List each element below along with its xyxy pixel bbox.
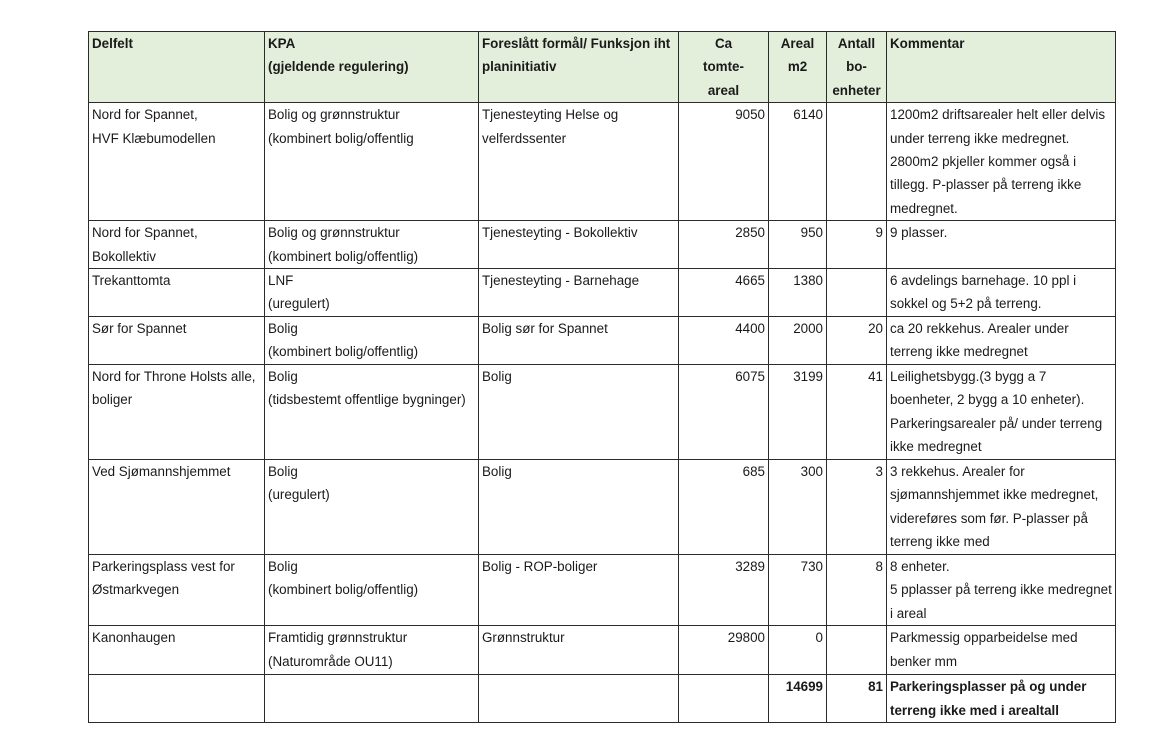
cell-enheter xyxy=(827,269,887,317)
total-kommentar: Parkeringsplasser på og under terreng ikke med i arealtall xyxy=(887,675,1116,723)
table-row xyxy=(89,626,1116,675)
cell-delfelt: Parkeringsplass vest for Østmarkvegen xyxy=(89,554,265,625)
cell-tomteareal: 9050 xyxy=(679,103,769,221)
total-areal: 14699 xyxy=(769,675,827,723)
header-delfelt: Delfelt xyxy=(89,32,265,103)
cell-tomteareal: 3289 xyxy=(679,554,769,625)
cell-enheter: 20 xyxy=(827,316,887,364)
area-table xyxy=(88,31,1116,723)
header-row xyxy=(89,32,1116,103)
table-row xyxy=(89,554,1116,625)
header-enheter: Antall bo- enheter xyxy=(827,32,887,103)
header-areal: Areal m2 xyxy=(769,32,827,103)
cell-areal: 730 xyxy=(769,554,827,625)
cell-formal: Tjenesteyting Helse og velferdssenter xyxy=(479,103,679,221)
cell-kpa: Bolig og grønnstruktur (kombinert bolig/offentlig xyxy=(265,103,479,221)
cell-kpa: LNF (uregulert) xyxy=(265,269,479,317)
cell-formal: Tjenesteyting - Barnehage xyxy=(479,269,679,317)
cell-delfelt: Ved Sjømannshjemmet xyxy=(89,459,265,554)
cell-enheter: 9 xyxy=(827,221,887,269)
cell-formal: Bolig - ROP-boliger xyxy=(479,554,679,625)
cell-formal: Bolig xyxy=(479,364,679,459)
header-kommentar: Kommentar xyxy=(887,32,1116,103)
cell-kommentar: 3 rekkehus. Arealer for sjømannshjemmet ikke medregnet, videreføres som før. P-plasser på terreng ikke med xyxy=(887,459,1116,554)
cell-areal: 1380 xyxy=(769,269,827,317)
cell-areal: 2000 xyxy=(769,316,827,364)
cell-formal: Grønnstruktur xyxy=(479,626,679,675)
cell-formal: Bolig xyxy=(479,459,679,554)
cell-kpa: Framtidig grønnstruktur (Naturområde OU11) xyxy=(265,626,479,675)
cell-kommentar: 9 plasser. xyxy=(887,221,1116,269)
total-enheter: 81 xyxy=(827,675,887,723)
empty-cell xyxy=(479,675,679,723)
cell-tomteareal: 685 xyxy=(679,459,769,554)
empty-cell xyxy=(265,675,479,723)
cell-kpa: Bolig og grønnstruktur (kombinert bolig/offentlig) xyxy=(265,221,479,269)
cell-delfelt: Nord for Spannet, Bokollektiv xyxy=(89,221,265,269)
empty-cell xyxy=(679,675,769,723)
cell-enheter: 3 xyxy=(827,459,887,554)
cell-delfelt: Trekanttomta xyxy=(89,269,265,317)
cell-kpa: Bolig (kombinert bolig/offentlig) xyxy=(265,316,479,364)
cell-tomteareal: 2850 xyxy=(679,221,769,269)
cell-areal: 3199 xyxy=(769,364,827,459)
table-row xyxy=(89,459,1116,554)
cell-areal: 950 xyxy=(769,221,827,269)
cell-delfelt: Nord for Spannet, HVF Klæbumodellen xyxy=(89,103,265,221)
empty-cell xyxy=(89,675,265,723)
cell-enheter xyxy=(827,626,887,675)
cell-kpa: Bolig (uregulert) xyxy=(265,459,479,554)
cell-areal: 300 xyxy=(769,459,827,554)
header-formal: Foreslått formål/ Funksjon iht planinitiativ xyxy=(479,32,679,103)
cell-delfelt: Nord for Throne Holsts alle, boliger xyxy=(89,364,265,459)
cell-kommentar: ca 20 rekkehus. Arealer under terreng ikke medregnet xyxy=(887,316,1116,364)
table-row xyxy=(89,364,1116,459)
cell-enheter xyxy=(827,103,887,221)
cell-areal: 6140 xyxy=(769,103,827,221)
cell-tomteareal: 29800 xyxy=(679,626,769,675)
cell-kpa: Bolig (kombinert bolig/offentlig) xyxy=(265,554,479,625)
cell-delfelt: Kanonhaugen xyxy=(89,626,265,675)
cell-tomteareal: 6075 xyxy=(679,364,769,459)
cell-formal: Bolig sør for Spannet xyxy=(479,316,679,364)
cell-kommentar: Leilighetsbygg.(3 bygg a 7 boenheter, 2 bygg a 10 enheter). Parkeringsarealer på/ under terreng ikke medregnet xyxy=(887,364,1116,459)
cell-enheter: 41 xyxy=(827,364,887,459)
header-kpa: KPA (gjeldende regulering) xyxy=(265,32,479,103)
cell-formal: Tjenesteyting - Bokollektiv xyxy=(479,221,679,269)
cell-kommentar: 6 avdelings barnehage. 10 ppl i sokkel og 5+2 på terreng. xyxy=(887,269,1116,317)
cell-tomteareal: 4665 xyxy=(679,269,769,317)
cell-delfelt: Sør for Spannet xyxy=(89,316,265,364)
cell-kpa: Bolig (tidsbestemt offentlige bygninger) xyxy=(265,364,479,459)
total-row xyxy=(89,675,1116,723)
cell-kommentar: 8 enheter. 5 pplasser på terreng ikke medregnet i areal xyxy=(887,554,1116,625)
table-row xyxy=(89,221,1116,269)
table-row xyxy=(89,103,1116,221)
cell-kommentar: 1200m2 driftsarealer helt eller delvis under terreng ikke medregnet. 2800m2 pkjeller kommer også i tillegg. P-plasser på terreng ikke medregnet. xyxy=(887,103,1116,221)
header-tomteareal: Ca tomte- areal xyxy=(679,32,769,103)
cell-tomteareal: 4400 xyxy=(679,316,769,364)
cell-enheter: 8 xyxy=(827,554,887,625)
cell-areal: 0 xyxy=(769,626,827,675)
cell-kommentar: Parkmessig opparbeidelse med benker mm xyxy=(887,626,1116,675)
table-row xyxy=(89,316,1116,364)
table-row xyxy=(89,269,1116,317)
